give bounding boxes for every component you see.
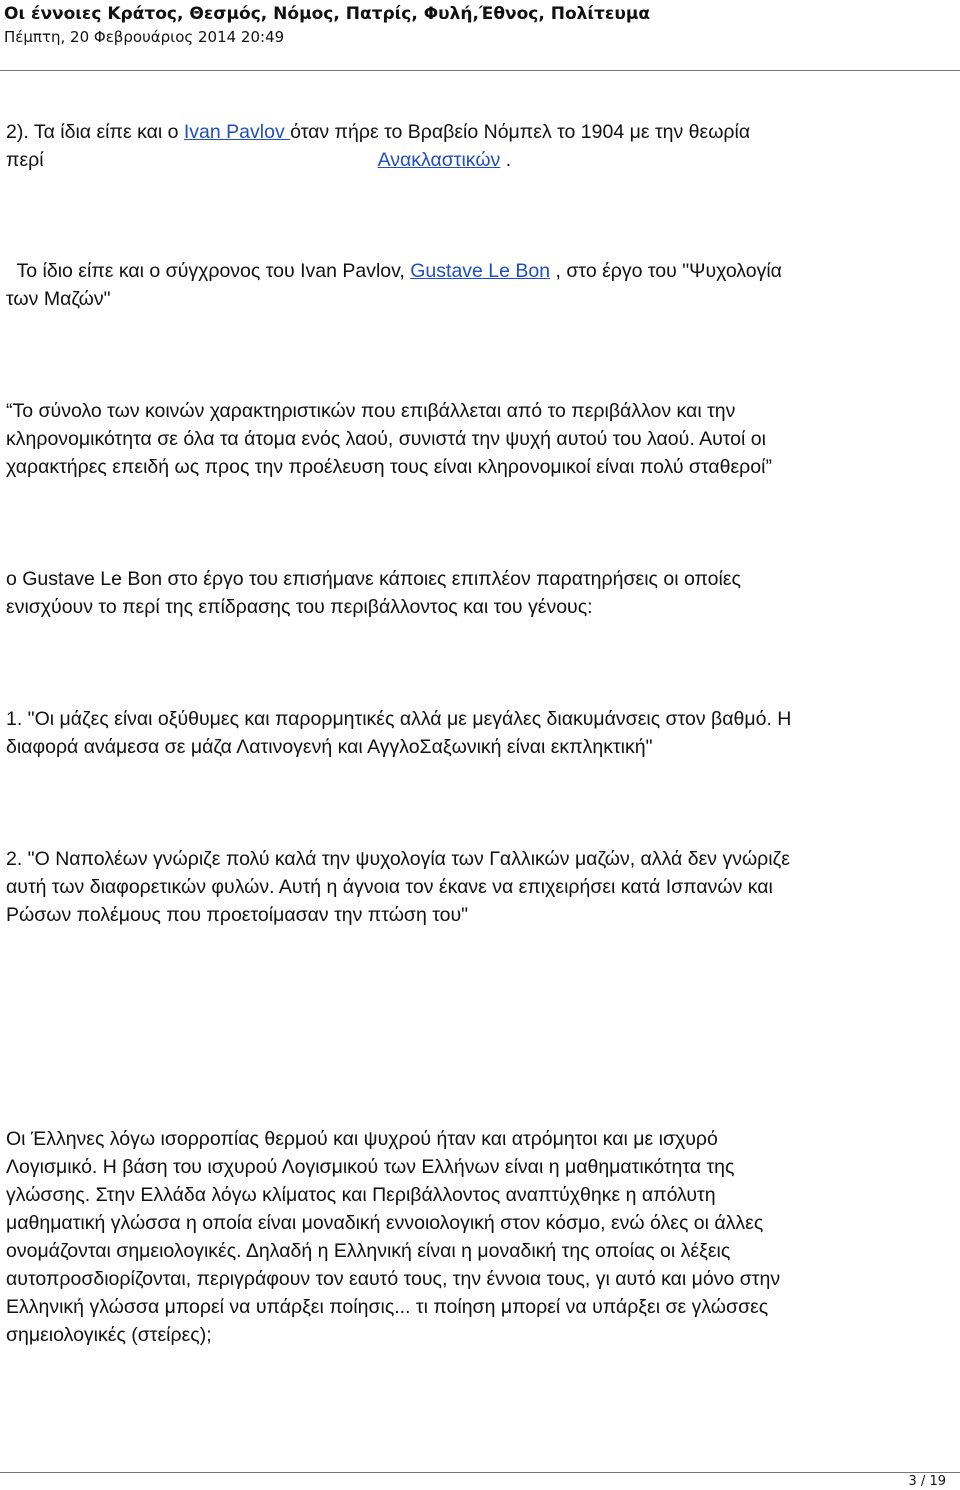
text-fragment: , στο έργο του "Ψυχολογία xyxy=(550,260,782,282)
paragraph-line: ενισχύουν το περί της επίδρασης του περιβάλλοντος και του γένους: xyxy=(6,596,593,618)
page-header xyxy=(4,2,954,48)
page-number: 3 / 19 xyxy=(908,1474,946,1489)
paragraph-line: αυτοπροσδιορίζονται, περιγράφουν τον εαυτό τους, την έννοια τους, γι αυτό και μόνο στην xyxy=(6,1268,781,1290)
paragraph-line: ο Gustave Le Bon στο έργο του επισήμανε κάποιες επιπλέον παρατηρήσεις οι οποίες xyxy=(6,568,741,590)
paragraph-line: μαθηματική γλώσσα η οποία είναι μοναδική εννοιολογική στον κόσμο, ενώ όλες οι άλλες xyxy=(6,1212,764,1234)
paragraph-point-1 xyxy=(6,705,946,761)
paragraph-line: 1. "Οι μάζες είναι οξύθυμες και παρορμητικές αλλά με μεγάλες διακυμάνσεις στον βαθμό. Η xyxy=(6,708,792,730)
paragraph-line: κληρονομικότητα σε όλα τα άτομα ενός λαού, συνιστά την ψυχή αυτού του λαού. Αυτοί οι xyxy=(6,428,766,450)
text-fragment: όταν πήρε το Βραβείο Νόμπελ το 1904 με την θεωρία xyxy=(290,121,751,143)
paragraph-observations xyxy=(6,565,946,621)
paragraph-line: σημειολογικές (στείρες); xyxy=(6,1324,212,1346)
document-title: Οι έννοιες Κράτος, Θεσμός, Νόμος, Πατρίς, Φυλή,Έθνος, Πολίτευμα xyxy=(4,4,651,24)
text-fragment: . xyxy=(500,149,512,171)
paragraph-line xyxy=(6,118,946,146)
paragraph-line: αυτή των διαφορετικών φυλών. Αυτή η άγνοια τον έκανε να επιχειρήσει κατά Ισπανών και xyxy=(6,876,773,898)
paragraph-line: 2. "Ο Ναπολέων γνώριζε πολύ καλά την ψυχολογία των Γαλλικών μαζών, αλλά δεν γνώριζε xyxy=(6,848,790,870)
gustave-le-bon-link[interactable]: Gustave Le Bon xyxy=(410,260,551,282)
ivan-pavlov-link[interactable]: Ivan Pavlov xyxy=(183,121,291,143)
header-divider xyxy=(0,70,960,71)
document-date: Πέμπτη, 20 Φεβρουάριος 2014 20:49 xyxy=(4,28,285,46)
paragraph-line: Ρώσων πολέμους που προετοίμασαν την πτώση του" xyxy=(6,904,469,926)
paragraph-line: “Το σύνολο των κοινών χαρακτηριστικών που επιβάλλεται από το περιβάλλον και την xyxy=(6,400,736,422)
text-fragment: 2). Τα ίδια είπε και ο xyxy=(6,121,184,143)
text-fragment: περί xyxy=(6,149,44,171)
paragraph-line: χαρακτήρες επειδή ως προς την προέλευση τους είναι κληρονομικοί είναι πολύ σταθεροί” xyxy=(6,456,772,478)
paragraph-line: διαφορά ανάμεσα σε μάζα Λατινογενή και ΑγγλοΣαξωνική είναι εκπληκτική" xyxy=(6,736,653,758)
paragraph-greek-language xyxy=(6,1125,946,1349)
paragraph-le-bon-intro xyxy=(6,257,946,313)
paragraph-line xyxy=(6,146,946,174)
paragraph-line: γλώσσης. Στην Ελλάδα λόγω κλίματος και Περιβάλλοντος αναπτύχθηκε η απόλυτη xyxy=(6,1184,716,1206)
paragraph-line: των Μαζών" xyxy=(6,288,111,310)
paragraph-line: Ελληνική γλώσσα μπορεί να υπάρξει ποίησις... τι ποίηση μπορεί να υπάρξει σε γλώσσες xyxy=(6,1296,769,1318)
paragraph-quote xyxy=(6,397,946,481)
paragraph-line: ονομάζονται σημειολογικές. Δηλαδή η Ελληνική είναι η μοναδική της οποίας οι λέξεις xyxy=(6,1240,731,1262)
paragraph-line: Οι Έλληνες λόγω ισορροπίας θερμού και ψυχρού ήταν και ατρόμητοι και με ισχυρό xyxy=(6,1128,718,1150)
paragraph-line: Λογισμικό. Η βάση του ισχυρού Λογισμικού των Ελλήνων είναι η μαθηματικότητα της xyxy=(6,1156,735,1178)
paragraph-line xyxy=(6,257,946,285)
paragraph-pavlov xyxy=(6,118,946,174)
reflexes-link[interactable]: Ανακλαστικών xyxy=(377,149,501,171)
text-fragment: Το ίδιο είπε και ο σύγχρονος του Ivan Pavlov, xyxy=(6,260,411,282)
paragraph-point-2 xyxy=(6,845,946,929)
footer-divider xyxy=(0,1472,960,1473)
